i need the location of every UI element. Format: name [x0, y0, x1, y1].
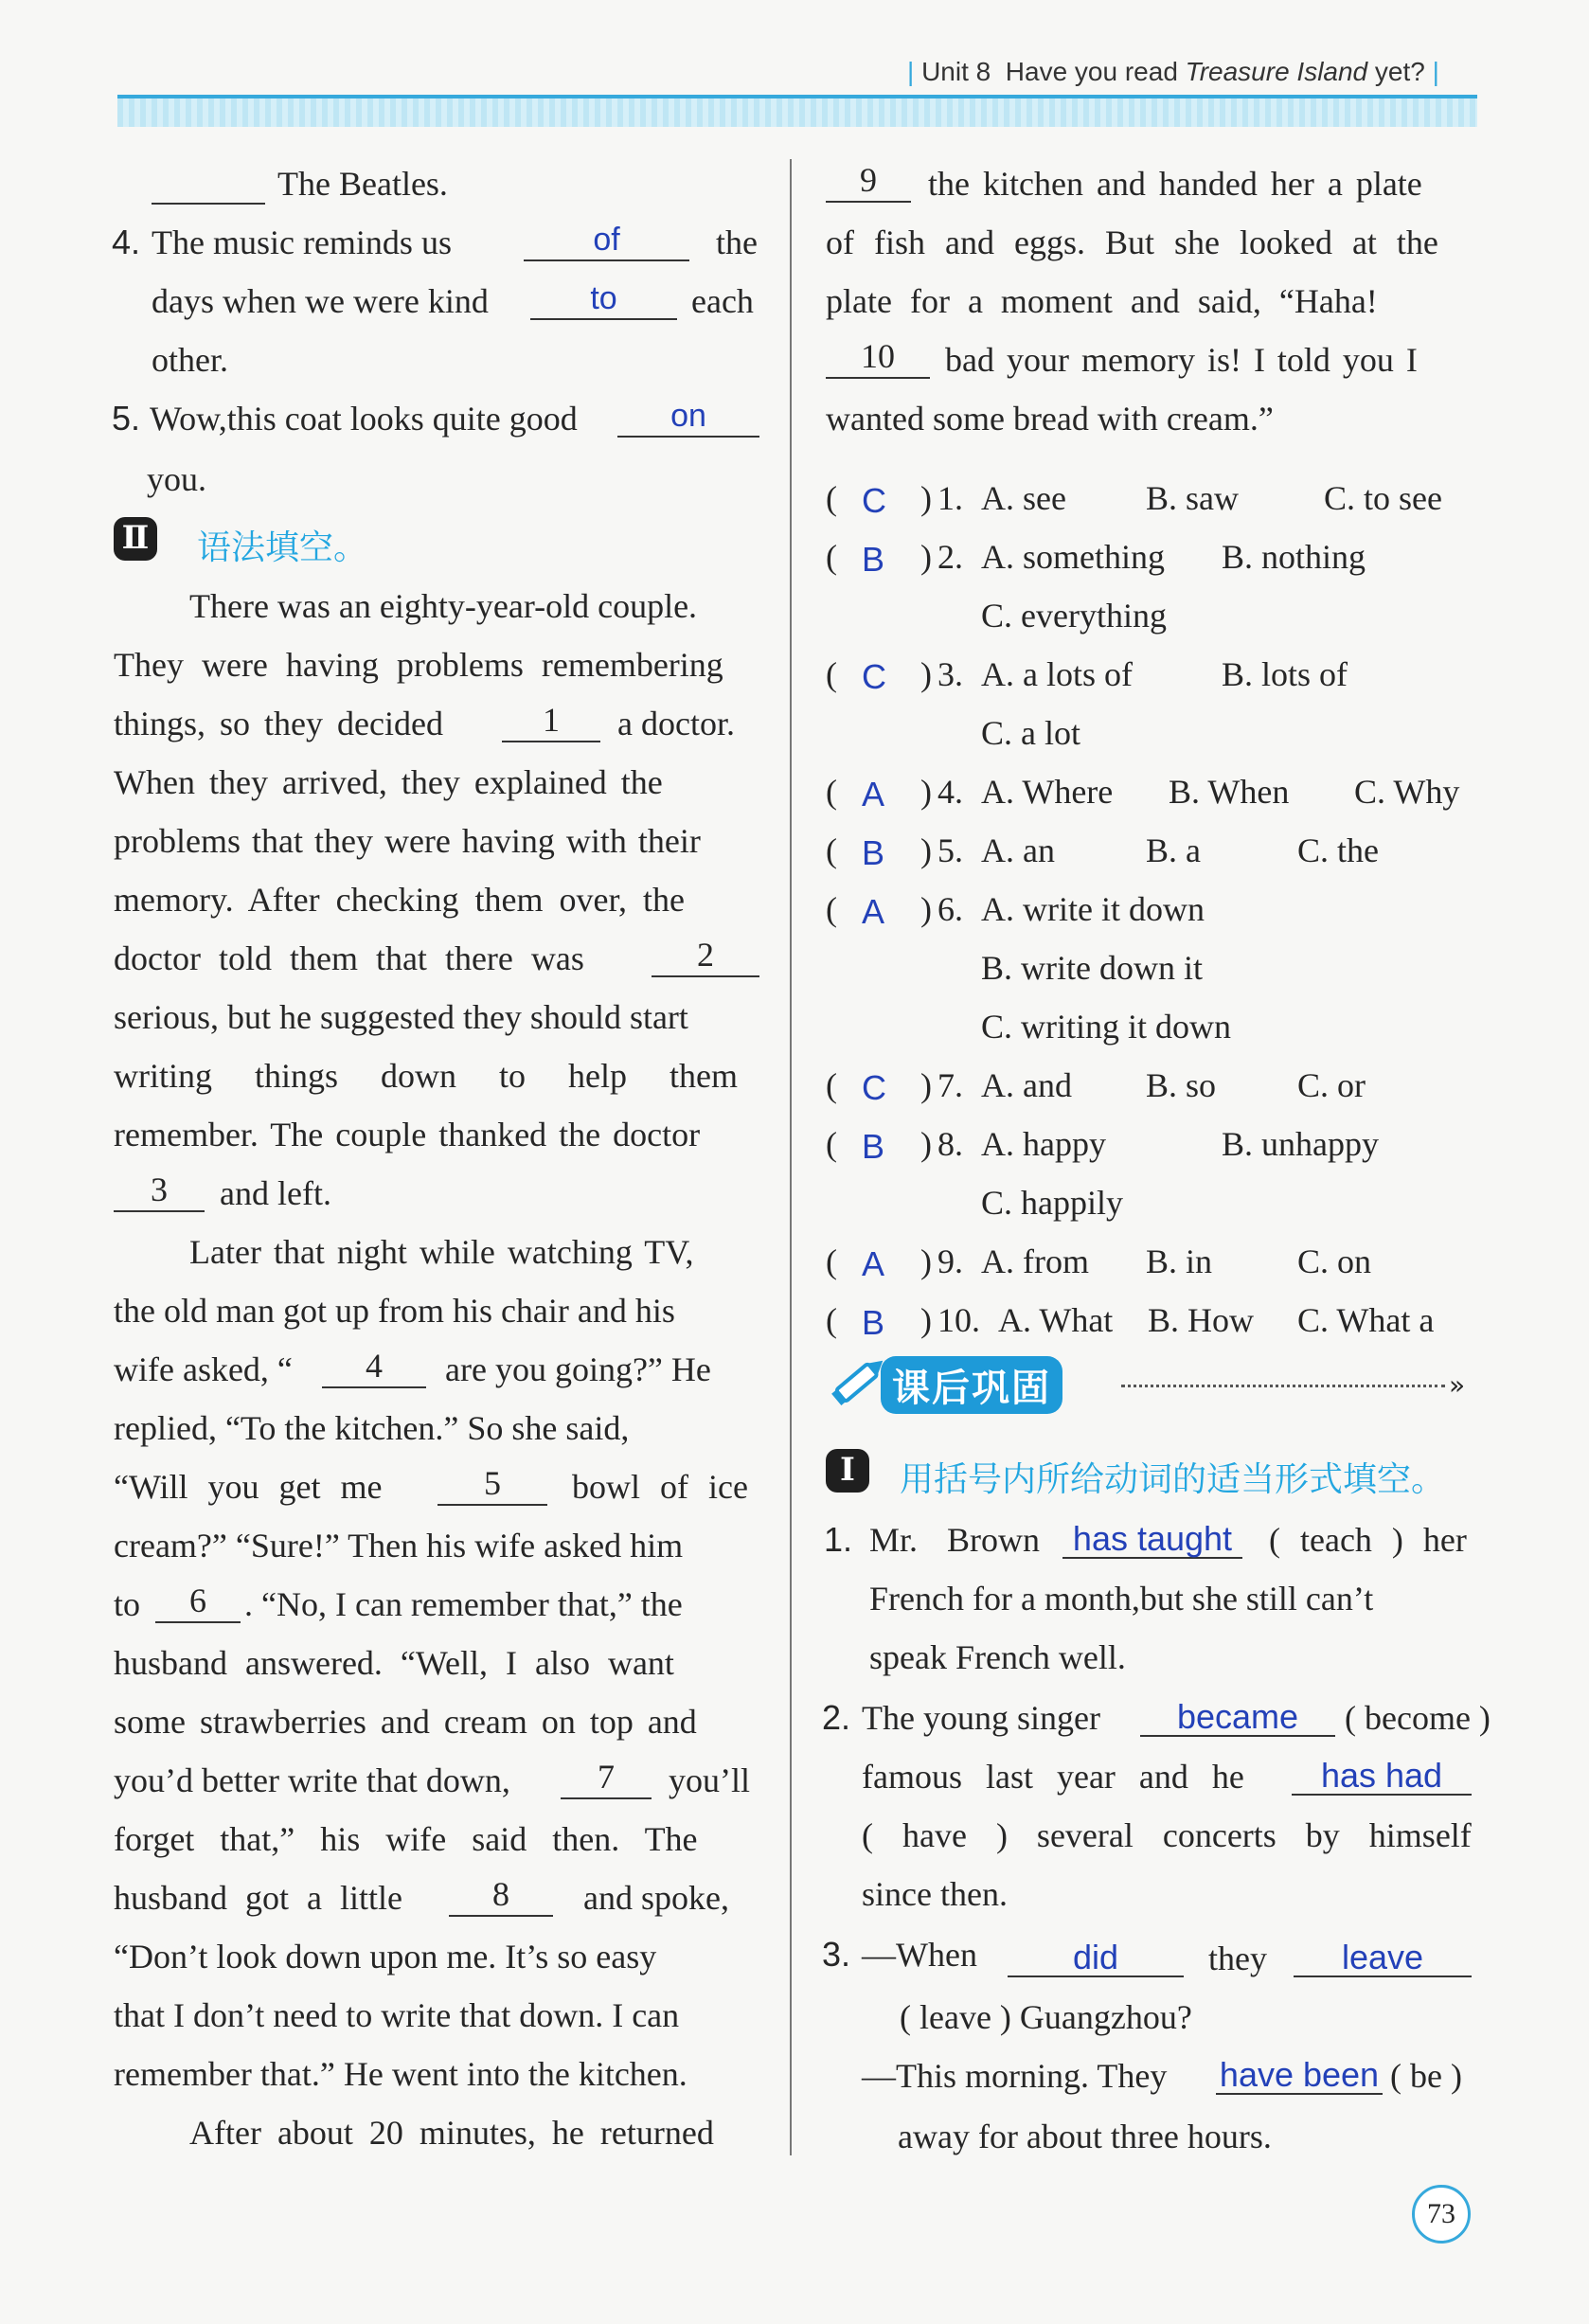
paren-close: )	[920, 773, 932, 811]
passage-line-9: writing things down to help them	[114, 1057, 738, 1095]
right-passage-line-2: of fish and eggs. But she looked at the	[826, 223, 1438, 261]
e3-answer-blank-2	[1294, 1936, 1472, 1977]
paren-open: (	[826, 479, 837, 517]
q4-answer-blank-1	[524, 220, 689, 261]
passage-line-25: that I don’t need to write that down. I can	[114, 1996, 680, 2034]
option-b: B. so	[1146, 1066, 1217, 1104]
right-passage-line-5: wanted some bread with cream.”	[826, 400, 1274, 438]
passage-line-20: some strawberries and cream on top and	[114, 1703, 697, 1741]
option-b: B. unhappy	[1222, 1125, 1379, 1163]
passage-line-2: They were having problems remembering	[114, 646, 723, 684]
e1-text-b: ( teach ) her	[1269, 1521, 1467, 1559]
passage-line-23a: husband got a little	[114, 1879, 402, 1917]
section2-title: 语法填空。	[197, 528, 368, 567]
blank-2	[652, 936, 759, 977]
choice-number: 10.	[937, 1301, 980, 1339]
paren-close: )	[920, 479, 932, 517]
banner-arrow: »	[1449, 1369, 1466, 1401]
option-b: B. saw	[1146, 479, 1239, 517]
blank-5	[437, 1464, 547, 1506]
passage-line-18a: to	[114, 1585, 141, 1623]
e2-text-e: since then.	[862, 1875, 1008, 1913]
text-beatles: The Beatles.	[277, 165, 448, 203]
e3-answer-blank-3	[1216, 2053, 1383, 2095]
choice-answer: B	[862, 540, 885, 579]
passage-line-8: serious, but he suggested they should start	[114, 998, 688, 1036]
passage-line-1: There was an eighty-year-old couple.	[189, 587, 698, 625]
option-a: A. a lots of	[981, 655, 1133, 693]
paren-close: )	[920, 831, 932, 869]
passage-line-21a: you’d better write that down,	[114, 1761, 510, 1799]
passage-line-23b: and spoke,	[583, 1879, 729, 1917]
q4-number: 4.	[112, 223, 141, 261]
option-a: A. happy	[981, 1125, 1106, 1163]
blank-2-label: 2	[697, 936, 714, 974]
blank-1	[502, 701, 600, 742]
choice-answer: C	[862, 1068, 886, 1107]
option-a: A. and	[981, 1066, 1072, 1104]
header-title-italic: Treasure Island	[1185, 57, 1368, 86]
option-c: C. a lot	[981, 714, 1080, 752]
paren-open: (	[826, 1301, 837, 1339]
option-c: C. everything	[981, 597, 1167, 635]
passage-line-13: the old man got up from his chair and his	[114, 1292, 675, 1330]
running-header: | Unit 8 Have you read Treasure Island yet? |	[907, 57, 1439, 86]
option-a: A. something	[981, 538, 1165, 576]
passage-line-19: husband answered. “Well, I also want	[114, 1644, 674, 1682]
e2-text-d: ( have ) several concerts by himself	[862, 1816, 1472, 1854]
blank-4-label: 4	[366, 1347, 383, 1385]
option-a: A. Where	[981, 773, 1114, 811]
paren-close: )	[920, 890, 932, 928]
e1-text-d: speak French well.	[869, 1638, 1126, 1676]
option-b: B. in	[1146, 1242, 1213, 1280]
option-a: A. What	[998, 1301, 1114, 1339]
q4-answer-blank-2	[530, 278, 677, 320]
q4-text-a: The music reminds us	[152, 223, 452, 261]
paren-open: (	[826, 1242, 837, 1280]
e3-text-f: away for about three hours.	[898, 2118, 1272, 2155]
banner-title: 课后巩固	[881, 1356, 1062, 1414]
e1-answer-blank	[1062, 1517, 1242, 1559]
blank-8	[449, 1875, 553, 1917]
option-b: B. How	[1148, 1301, 1255, 1339]
e3-answer-2: leave	[1341, 1938, 1424, 1976]
option-c: C. What a	[1297, 1301, 1435, 1339]
paren-open: (	[826, 890, 837, 928]
passage-line-15: replied, “To the kitchen.” So she said,	[114, 1409, 630, 1447]
passage-line-16b: bowl of ice	[572, 1468, 748, 1506]
q4-text-b: the	[716, 223, 758, 261]
passage-line-26: remember that.” He went into the kitchen.	[114, 2055, 687, 2093]
paren-close: )	[920, 1125, 932, 1163]
e2-answer-blank-2	[1292, 1754, 1472, 1796]
passage-line-22: forget that,” his wife said then. The	[114, 1820, 698, 1858]
blank-1-label: 1	[543, 701, 560, 739]
e3-text-b: they	[1208, 1940, 1267, 1977]
right-passage-line-4: bad your memory is! I told you I	[945, 341, 1418, 379]
section1-badge: Ⅰ	[826, 1449, 869, 1493]
option-b: B. When	[1169, 773, 1290, 811]
passage-line-12: Later that night while watching TV,	[189, 1233, 694, 1271]
passage-line-11: and left.	[220, 1174, 331, 1212]
q5-text-a: Wow,this coat looks quite good	[150, 400, 578, 438]
blank-7-label: 7	[598, 1758, 615, 1796]
choice-number: 6.	[937, 890, 963, 928]
paren-close: )	[920, 538, 932, 576]
e2-number: 2.	[822, 1698, 851, 1737]
option-a: A. an	[981, 831, 1055, 869]
section2-badge: Ⅱ	[114, 517, 157, 561]
e3-text-c: ( leave ) Guangzhou?	[900, 1998, 1192, 2036]
option-b: B. a	[1146, 831, 1201, 869]
e1-text-a: Mr. Brown	[869, 1521, 1041, 1559]
passage-line-3b: a doctor.	[617, 705, 735, 742]
e1-text-c: French for a month,but she still can’t	[869, 1580, 1374, 1618]
e2-text-b: ( become )	[1345, 1699, 1491, 1737]
choice-number: 1.	[937, 479, 963, 517]
section1-title: 用括号内所给动词的适当形式填空。	[900, 1460, 1446, 1499]
blank-6	[155, 1582, 241, 1623]
choice-answer: A	[862, 1244, 885, 1283]
choice-number: 9.	[937, 1242, 963, 1280]
choice-number: 2.	[937, 538, 963, 576]
option-b: B. nothing	[1222, 538, 1366, 576]
header-band	[117, 98, 1477, 127]
option-c: C. or	[1297, 1066, 1366, 1104]
option-a: A. write it down	[981, 890, 1205, 928]
blank-8-label: 8	[492, 1875, 509, 1913]
e2-text-a: The young singer	[862, 1699, 1100, 1737]
paren-open: (	[826, 831, 837, 869]
q5-number: 5.	[112, 399, 141, 438]
option-c: C. Why	[1354, 773, 1460, 811]
e1-answer: has taught	[1072, 1519, 1233, 1558]
choice-answer: B	[862, 1127, 885, 1166]
choice-number: 3.	[937, 655, 963, 693]
choice-answer: B	[862, 1303, 885, 1342]
passage-line-21b: you’ll	[669, 1761, 750, 1799]
q4-text-d: each	[691, 282, 754, 320]
option-b: B. write down it	[981, 949, 1203, 987]
e1-number: 1.	[824, 1520, 853, 1559]
e3-text-e: ( be )	[1390, 2057, 1462, 2095]
passage-line-18b: . “No, I can remember that,” the	[244, 1585, 683, 1623]
option-c: C. the	[1297, 831, 1379, 869]
paren-open: (	[826, 1125, 837, 1163]
blank-3-label: 3	[151, 1171, 168, 1208]
e2-text-c: famous last year and he	[862, 1758, 1244, 1796]
choice-number: 5.	[937, 831, 963, 869]
choice-answer: B	[862, 833, 885, 872]
e3-text-d: —This morning. They	[862, 2057, 1168, 2095]
option-c: C. writing it down	[981, 1008, 1232, 1046]
blank-line	[152, 163, 265, 205]
e2-answer-blank-1	[1140, 1695, 1335, 1737]
blank-4	[322, 1347, 426, 1388]
paren-close: )	[920, 655, 932, 693]
passage-line-24: “Don’t look down upon me. It’s so easy	[114, 1938, 657, 1975]
header-title-pre: Have you read	[1005, 57, 1178, 86]
header-title-post: yet?	[1374, 57, 1425, 86]
choice-answer: A	[862, 892, 885, 931]
e3-answer-1: did	[1072, 1938, 1119, 1976]
passage-line-16a: “Will you get me	[114, 1468, 383, 1506]
paren-close: )	[920, 1242, 932, 1280]
e3-answer-3: have been	[1219, 2055, 1380, 2094]
q4-text-c: days when we were kind	[152, 282, 489, 320]
paren-open: (	[826, 773, 837, 811]
q4-answer-2: to	[590, 280, 617, 316]
choice-answer: C	[862, 657, 886, 696]
q4-answer-1: of	[593, 222, 620, 258]
option-c: C. to see	[1324, 479, 1442, 517]
passage-line-6: memory. After checking them over, the	[114, 881, 686, 919]
page-number: 73	[1412, 2185, 1471, 2244]
passage-line-5: problems that they were having with their	[114, 822, 701, 860]
e3-answer-blank-1	[1008, 1936, 1184, 1977]
blank-10-label: 10	[861, 337, 895, 375]
passage-line-4: When they arrived, they explained the	[114, 763, 663, 801]
passage-line-17: cream?” “Sure!” Then his wife asked him	[114, 1527, 684, 1564]
q5-text-b: you.	[147, 460, 206, 498]
paren-open: (	[826, 655, 837, 693]
choice-number: 7.	[937, 1066, 963, 1104]
option-b: B. lots of	[1222, 655, 1348, 693]
option-a: A. from	[981, 1242, 1089, 1280]
passage-line-14b: are you going?” He	[445, 1350, 711, 1388]
banner-dotted-line	[1121, 1385, 1445, 1387]
blank-7	[561, 1758, 652, 1799]
q5-answer-blank	[617, 396, 759, 438]
paren-open: (	[826, 1066, 837, 1104]
paren-close: )	[920, 1301, 932, 1339]
paren-close: )	[920, 1066, 932, 1104]
passage-line-10: remember. The couple thanked the doctor	[114, 1116, 701, 1153]
blank-5-label: 5	[484, 1464, 501, 1502]
column-divider	[790, 159, 792, 2155]
paren-open: (	[826, 538, 837, 576]
right-passage-line-1: the kitchen and handed her a plate	[928, 165, 1422, 203]
passage-line-14a: wife asked, “	[114, 1350, 293, 1388]
header-unit: Unit 8	[921, 57, 991, 86]
choice-answer: A	[862, 775, 885, 813]
e3-text-a: —When	[862, 1936, 977, 1974]
blank-9	[826, 161, 911, 203]
passage-line-3: things, so they decided	[114, 705, 443, 742]
q5-answer: on	[670, 398, 706, 434]
option-c: C. happily	[981, 1184, 1123, 1222]
choice-answer: C	[862, 481, 886, 520]
blank-10	[826, 337, 930, 379]
passage-line-27: After about 20 minutes, he returned	[189, 2114, 714, 2152]
blank-3	[114, 1171, 205, 1212]
e2-answer-2: has had	[1320, 1756, 1443, 1795]
option-c: C. on	[1297, 1242, 1372, 1280]
e2-answer-1: became	[1176, 1697, 1299, 1736]
choice-number: 8.	[937, 1125, 963, 1163]
q4-text-e: other.	[152, 341, 228, 379]
choice-number: 4.	[937, 773, 963, 811]
blank-6-label: 6	[189, 1582, 206, 1619]
right-passage-line-3: plate for a moment and said, “Haha!	[826, 282, 1378, 320]
e3-number: 3.	[822, 1935, 851, 1974]
option-a: A. see	[981, 479, 1066, 517]
passage-line-7: doctor told them that there was	[114, 939, 584, 977]
blank-9-label: 9	[860, 161, 877, 199]
